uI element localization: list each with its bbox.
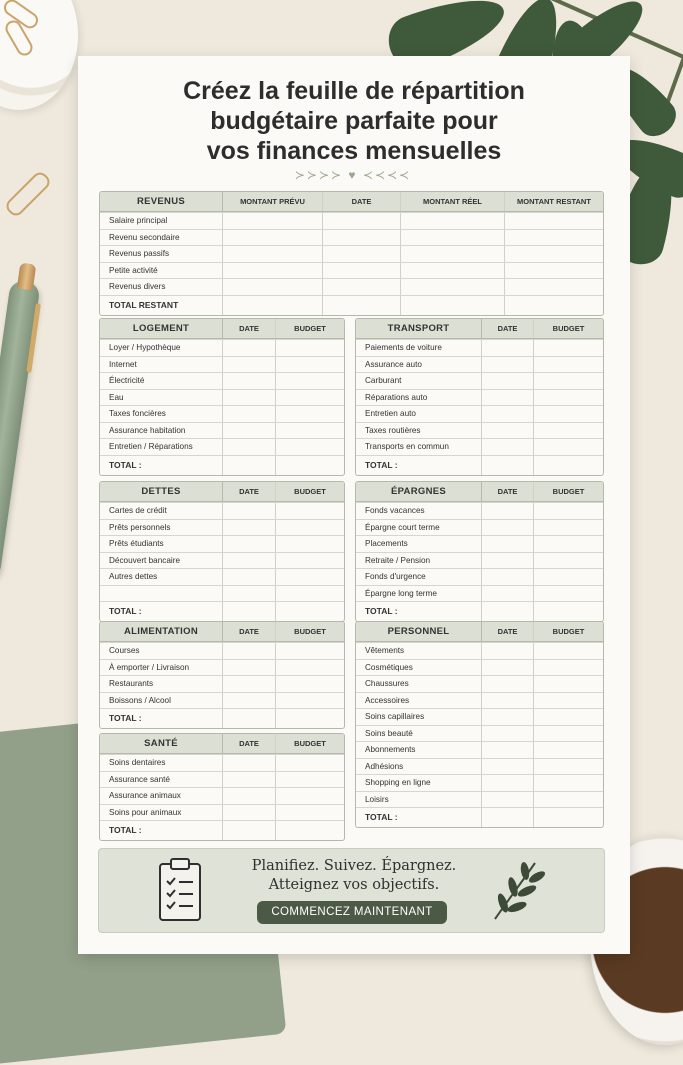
row-label: Assurance auto — [356, 357, 482, 373]
entry-cell[interactable] — [534, 742, 603, 758]
total-row — [356, 807, 603, 827]
row-label: Retraite / Pension — [356, 553, 482, 569]
entry-cell[interactable] — [323, 246, 401, 262]
table-row — [100, 339, 344, 356]
table-row — [100, 389, 344, 406]
table-row — [100, 692, 344, 709]
entry-cell[interactable] — [534, 456, 603, 475]
total-row — [356, 455, 603, 475]
column-header: BUDGET — [552, 487, 585, 496]
column-header: BUDGET — [294, 739, 326, 748]
entry-cell[interactable] — [534, 536, 603, 552]
total-label: TOTAL : — [100, 602, 223, 621]
row-label: Internet — [100, 357, 223, 373]
row-label: Eau — [100, 390, 223, 406]
entry-cell[interactable] — [223, 821, 276, 840]
entry-cell[interactable] — [534, 759, 603, 775]
pen-decoration — [0, 279, 41, 580]
entry-cell[interactable] — [223, 406, 276, 422]
row-label: Assurance santé — [100, 772, 223, 788]
total-row — [100, 708, 344, 728]
column-header: SANTÉ — [100, 734, 223, 753]
entry-cell[interactable] — [223, 643, 276, 659]
table-row — [100, 422, 344, 439]
row-label: Transports en commun — [356, 439, 482, 455]
entry-cell[interactable] — [276, 805, 344, 821]
entry-cell[interactable] — [276, 439, 344, 455]
entry-cell[interactable] — [223, 553, 276, 569]
row-label: Épargne long terme — [356, 586, 482, 602]
row-label: Boissons / Alcool — [100, 693, 223, 709]
entry-cell[interactable] — [505, 213, 603, 229]
entry-cell[interactable] — [505, 230, 603, 246]
row-label: Loisirs — [356, 792, 482, 808]
column-header: MONTANT PRÉVU — [223, 192, 323, 211]
entry-cell[interactable] — [223, 423, 276, 439]
entry-cell[interactable] — [534, 602, 603, 621]
row-label: Soins dentaires — [100, 755, 223, 771]
column-header: TRANSPORT — [356, 319, 482, 338]
entry-cell[interactable] — [482, 406, 534, 422]
entry-cell[interactable] — [534, 357, 603, 373]
table-row — [100, 212, 603, 229]
column-header: LOGEMENT — [100, 319, 223, 338]
entry-cell[interactable] — [482, 602, 534, 621]
total-row — [100, 455, 344, 475]
table-row — [100, 675, 344, 692]
total-row — [356, 601, 603, 621]
column-header: BUDGET — [294, 627, 326, 636]
table-row — [356, 585, 603, 602]
column-header: DATE — [482, 319, 534, 338]
entry-cell[interactable] — [401, 279, 505, 295]
entry-cell[interactable] — [276, 406, 344, 422]
total-label: TOTAL : — [356, 602, 482, 621]
entry-cell[interactable] — [223, 536, 276, 552]
title-line: Créez la feuille de répartition — [183, 77, 525, 105]
entry-cell[interactable] — [276, 821, 344, 840]
table-row — [356, 774, 603, 791]
start-now-button[interactable]: COMMENCEZ MAINTENANT — [257, 901, 447, 924]
table-row — [100, 552, 344, 569]
entry-cell[interactable] — [534, 340, 603, 356]
table-row — [100, 278, 603, 295]
table-row — [356, 552, 603, 569]
entry-cell[interactable] — [276, 520, 344, 536]
row-label: Assurance habitation — [100, 423, 223, 439]
entry-cell[interactable] — [505, 279, 603, 295]
entry-cell[interactable] — [482, 553, 534, 569]
entry-cell[interactable] — [482, 643, 534, 659]
row-label: Cosmétiques — [356, 660, 482, 676]
entry-cell[interactable] — [276, 357, 344, 373]
entry-cell[interactable] — [223, 772, 276, 788]
table-row — [356, 502, 603, 519]
table-row — [100, 438, 344, 455]
table-row — [356, 389, 603, 406]
row-label: Abonnements — [356, 742, 482, 758]
entry-cell[interactable] — [276, 772, 344, 788]
entry-cell[interactable] — [401, 230, 505, 246]
entry-cell[interactable] — [276, 373, 344, 389]
entry-cell[interactable] — [482, 340, 534, 356]
total-row — [100, 295, 603, 315]
table-row — [100, 642, 344, 659]
table-row — [356, 659, 603, 676]
entry-cell[interactable] — [276, 755, 344, 771]
row-label: Découvert bancaire — [100, 553, 223, 569]
table-row — [100, 804, 344, 821]
entry-cell[interactable] — [482, 536, 534, 552]
entry-cell[interactable] — [223, 788, 276, 804]
entry-cell[interactable] — [482, 676, 534, 692]
ornament-divider: ≻≻≻≻ ♥ ≺≺≺≺ — [294, 168, 412, 182]
entry-cell[interactable] — [534, 676, 603, 692]
entry-cell[interactable] — [482, 792, 534, 808]
entry-cell[interactable] — [482, 456, 534, 475]
entry-cell[interactable] — [223, 755, 276, 771]
entry-cell[interactable] — [223, 520, 276, 536]
table-header — [356, 319, 603, 339]
row-label: Prêts étudiants — [100, 536, 223, 552]
entry-cell[interactable] — [223, 503, 276, 519]
table-row — [356, 372, 603, 389]
entry-cell[interactable] — [276, 456, 344, 475]
total-label: TOTAL : — [356, 808, 482, 827]
row-label: Paiements de voiture — [356, 340, 482, 356]
entry-cell[interactable] — [276, 693, 344, 709]
column-header: DETTES — [100, 482, 223, 501]
entry-cell[interactable] — [534, 569, 603, 585]
table-row — [356, 405, 603, 422]
total-label: TOTAL : — [100, 821, 223, 840]
entry-cell[interactable] — [323, 230, 401, 246]
table-row — [356, 422, 603, 439]
row-label: Réparations auto — [356, 390, 482, 406]
entry-cell[interactable] — [534, 643, 603, 659]
row-label: Fonds d'urgence — [356, 569, 482, 585]
table-header — [100, 734, 344, 754]
row-label: Vêtements — [356, 643, 482, 659]
entry-cell[interactable] — [534, 520, 603, 536]
row-label: À emporter / Livraison — [100, 660, 223, 676]
row-label: Taxes routières — [356, 423, 482, 439]
entry-cell[interactable] — [534, 586, 603, 602]
table-header — [356, 622, 603, 642]
column-header: BUDGET — [552, 627, 585, 636]
entry-cell[interactable] — [534, 808, 603, 827]
entry-cell[interactable] — [534, 406, 603, 422]
table-revenus — [99, 191, 604, 316]
table-row — [100, 659, 344, 676]
row-label: Cartes de crédit — [100, 503, 223, 519]
entry-cell[interactable] — [482, 373, 534, 389]
table-row — [100, 502, 344, 519]
entry-cell[interactable] — [223, 660, 276, 676]
table-row — [100, 356, 344, 373]
column-header: DATE — [482, 622, 534, 641]
column-header: DATE — [223, 622, 276, 641]
table-alimentation — [99, 621, 345, 729]
table-row — [100, 585, 344, 602]
entry-cell[interactable] — [223, 296, 323, 315]
entry-cell[interactable] — [223, 340, 276, 356]
entry-cell[interactable] — [223, 569, 276, 585]
entry-cell[interactable] — [534, 390, 603, 406]
entry-cell[interactable] — [276, 660, 344, 676]
row-label: Shopping en ligne — [356, 775, 482, 791]
table-row — [100, 519, 344, 536]
entry-cell[interactable] — [482, 520, 534, 536]
entry-cell[interactable] — [276, 340, 344, 356]
entry-cell[interactable] — [534, 423, 603, 439]
row-label: Soins capillaires — [356, 709, 482, 725]
row-label: Entretien / Réparations — [100, 439, 223, 455]
entry-cell[interactable] — [482, 503, 534, 519]
title-line: vos finances mensuelles — [206, 137, 502, 165]
table-row — [356, 519, 603, 536]
table-row — [100, 568, 344, 585]
row-label: Chaussures — [356, 676, 482, 692]
table-row — [356, 725, 603, 742]
table-row — [100, 405, 344, 422]
table-row — [356, 675, 603, 692]
table-header — [100, 482, 344, 502]
total-label: TOTAL : — [356, 456, 482, 475]
table-transport — [355, 318, 604, 476]
table-row — [100, 245, 603, 262]
table-header — [100, 192, 603, 212]
row-label: Soins beauté — [356, 726, 482, 742]
row-label: Salaire principal — [100, 213, 223, 229]
entry-cell[interactable] — [482, 709, 534, 725]
entry-cell[interactable] — [482, 357, 534, 373]
entry-cell[interactable] — [534, 660, 603, 676]
entry-cell[interactable] — [482, 423, 534, 439]
entry-cell[interactable] — [482, 759, 534, 775]
row-label: Revenu secondaire — [100, 230, 223, 246]
total-row — [100, 601, 344, 621]
table-row — [100, 787, 344, 804]
row-label: Assurance animaux — [100, 788, 223, 804]
table-row — [100, 535, 344, 552]
row-label: Électricité — [100, 373, 223, 389]
column-header: ALIMENTATION — [100, 622, 223, 641]
table-row — [356, 356, 603, 373]
column-header: BUDGET — [294, 487, 326, 496]
table-row — [100, 262, 603, 279]
column-header: MONTANT RESTANT — [517, 197, 591, 206]
table-row — [356, 708, 603, 725]
entry-cell[interactable] — [276, 643, 344, 659]
footer-banner — [98, 848, 605, 933]
column-header: BUDGET — [552, 324, 585, 333]
row-label: Revenus passifs — [100, 246, 223, 262]
total-label: TOTAL RESTANT — [100, 296, 223, 315]
column-header: DATE — [323, 192, 401, 211]
column-header: DATE — [223, 482, 276, 501]
clipboard-checklist-icon — [157, 857, 203, 923]
column-header: DATE — [223, 734, 276, 753]
page-title — [78, 76, 630, 166]
table-row — [356, 791, 603, 808]
table-row — [356, 339, 603, 356]
row-label: Revenus divers — [100, 279, 223, 295]
entry-cell[interactable] — [276, 553, 344, 569]
entry-cell[interactable] — [223, 456, 276, 475]
table-logement — [99, 318, 345, 476]
table-row — [100, 771, 344, 788]
entry-cell[interactable] — [223, 246, 323, 262]
row-label: Épargne court terme — [356, 520, 482, 536]
entry-cell[interactable] — [482, 775, 534, 791]
budget-sheet — [78, 56, 630, 954]
table-row — [356, 535, 603, 552]
title-line: budgétaire parfaite pour — [210, 107, 498, 135]
leaf-sprig-icon — [487, 857, 547, 923]
row-label: Taxes foncières — [100, 406, 223, 422]
table-row — [356, 758, 603, 775]
entry-cell[interactable] — [534, 775, 603, 791]
entry-cell[interactable] — [276, 569, 344, 585]
entry-cell[interactable] — [534, 709, 603, 725]
row-label: Soins pour animaux — [100, 805, 223, 821]
entry-cell[interactable] — [482, 693, 534, 709]
table-sante — [99, 733, 345, 841]
entry-cell[interactable] — [401, 263, 505, 279]
entry-cell[interactable] — [276, 503, 344, 519]
row-label: Accessoires — [356, 693, 482, 709]
entry-cell[interactable] — [534, 553, 603, 569]
entry-cell[interactable] — [223, 676, 276, 692]
table-personnel — [355, 621, 604, 828]
entry-cell[interactable] — [505, 296, 603, 315]
entry-cell[interactable] — [505, 246, 603, 262]
table-row — [100, 229, 603, 246]
entry-cell[interactable] — [223, 230, 323, 246]
entry-cell[interactable] — [276, 709, 344, 728]
entry-cell[interactable] — [223, 373, 276, 389]
entry-cell[interactable] — [276, 602, 344, 621]
entry-cell[interactable] — [276, 788, 344, 804]
row-label: Adhésions — [356, 759, 482, 775]
row-label: Fonds vacances — [356, 503, 482, 519]
table-header — [100, 622, 344, 642]
tagline — [249, 857, 459, 895]
column-header: MONTANT RÉEL — [401, 192, 505, 211]
row-label: Autres dettes — [100, 569, 223, 585]
entry-cell[interactable] — [401, 296, 505, 315]
entry-cell[interactable] — [276, 586, 344, 602]
table-header — [356, 482, 603, 502]
table-epargnes — [355, 481, 604, 622]
column-header: ÉPARGNES — [356, 482, 482, 501]
entry-cell[interactable] — [223, 586, 276, 602]
total-label: TOTAL : — [100, 456, 223, 475]
entry-cell[interactable] — [223, 805, 276, 821]
entry-cell[interactable] — [223, 357, 276, 373]
table-row — [356, 692, 603, 709]
entry-cell[interactable] — [223, 213, 323, 229]
row-label: Carburant — [356, 373, 482, 389]
entry-cell[interactable] — [276, 676, 344, 692]
table-row — [356, 438, 603, 455]
entry-cell[interactable] — [482, 808, 534, 827]
entry-cell[interactable] — [223, 602, 276, 621]
column-header: REVENUS — [100, 192, 223, 211]
entry-cell[interactable] — [223, 693, 276, 709]
entry-cell[interactable] — [482, 742, 534, 758]
row-label: Prêts personnels — [100, 520, 223, 536]
entry-cell[interactable] — [323, 296, 401, 315]
entry-cell[interactable] — [323, 263, 401, 279]
table-row — [356, 741, 603, 758]
entry-cell[interactable] — [482, 726, 534, 742]
entry-cell[interactable] — [223, 279, 323, 295]
entry-cell[interactable] — [276, 536, 344, 552]
table-row — [100, 754, 344, 771]
entry-cell[interactable] — [534, 792, 603, 808]
entry-cell[interactable] — [276, 423, 344, 439]
column-header: DATE — [482, 482, 534, 501]
entry-cell[interactable] — [534, 373, 603, 389]
entry-cell[interactable] — [482, 660, 534, 676]
entry-cell[interactable] — [534, 726, 603, 742]
entry-cell[interactable] — [223, 709, 276, 728]
entry-cell[interactable] — [482, 439, 534, 455]
entry-cell[interactable] — [482, 390, 534, 406]
entry-cell[interactable] — [534, 439, 603, 455]
entry-cell[interactable] — [276, 390, 344, 406]
total-label: TOTAL : — [100, 709, 223, 728]
table-dettes — [99, 481, 345, 622]
entry-cell[interactable] — [223, 439, 276, 455]
table-row — [356, 642, 603, 659]
row-label: Entretien auto — [356, 406, 482, 422]
tagline-line: Atteignez vos objectifs. — [268, 877, 440, 893]
column-header: PERSONNEL — [356, 622, 482, 641]
table-row — [100, 372, 344, 389]
row-label: Placements — [356, 536, 482, 552]
paperclip-decoration — [3, 169, 52, 218]
table-row — [356, 568, 603, 585]
entry-cell[interactable] — [534, 693, 603, 709]
column-header: DATE — [223, 319, 276, 338]
row-label: Petite activité — [100, 263, 223, 279]
row-label: Loyer / Hypothèque — [100, 340, 223, 356]
entry-cell[interactable] — [482, 569, 534, 585]
entry-cell[interactable] — [223, 263, 323, 279]
entry-cell[interactable] — [223, 390, 276, 406]
row-label: Courses — [100, 643, 223, 659]
row-label — [100, 586, 223, 602]
entry-cell[interactable] — [401, 246, 505, 262]
tagline-line: Planifiez. Suivez. Épargnez. — [251, 858, 457, 874]
entry-cell[interactable] — [323, 279, 401, 295]
total-row — [100, 820, 344, 840]
entry-cell[interactable] — [534, 503, 603, 519]
row-label: Restaurants — [100, 676, 223, 692]
entry-cell[interactable] — [482, 586, 534, 602]
column-header: BUDGET — [294, 324, 326, 333]
table-header — [100, 319, 344, 339]
entry-cell[interactable] — [505, 263, 603, 279]
entry-cell[interactable] — [323, 213, 401, 229]
entry-cell[interactable] — [401, 213, 505, 229]
